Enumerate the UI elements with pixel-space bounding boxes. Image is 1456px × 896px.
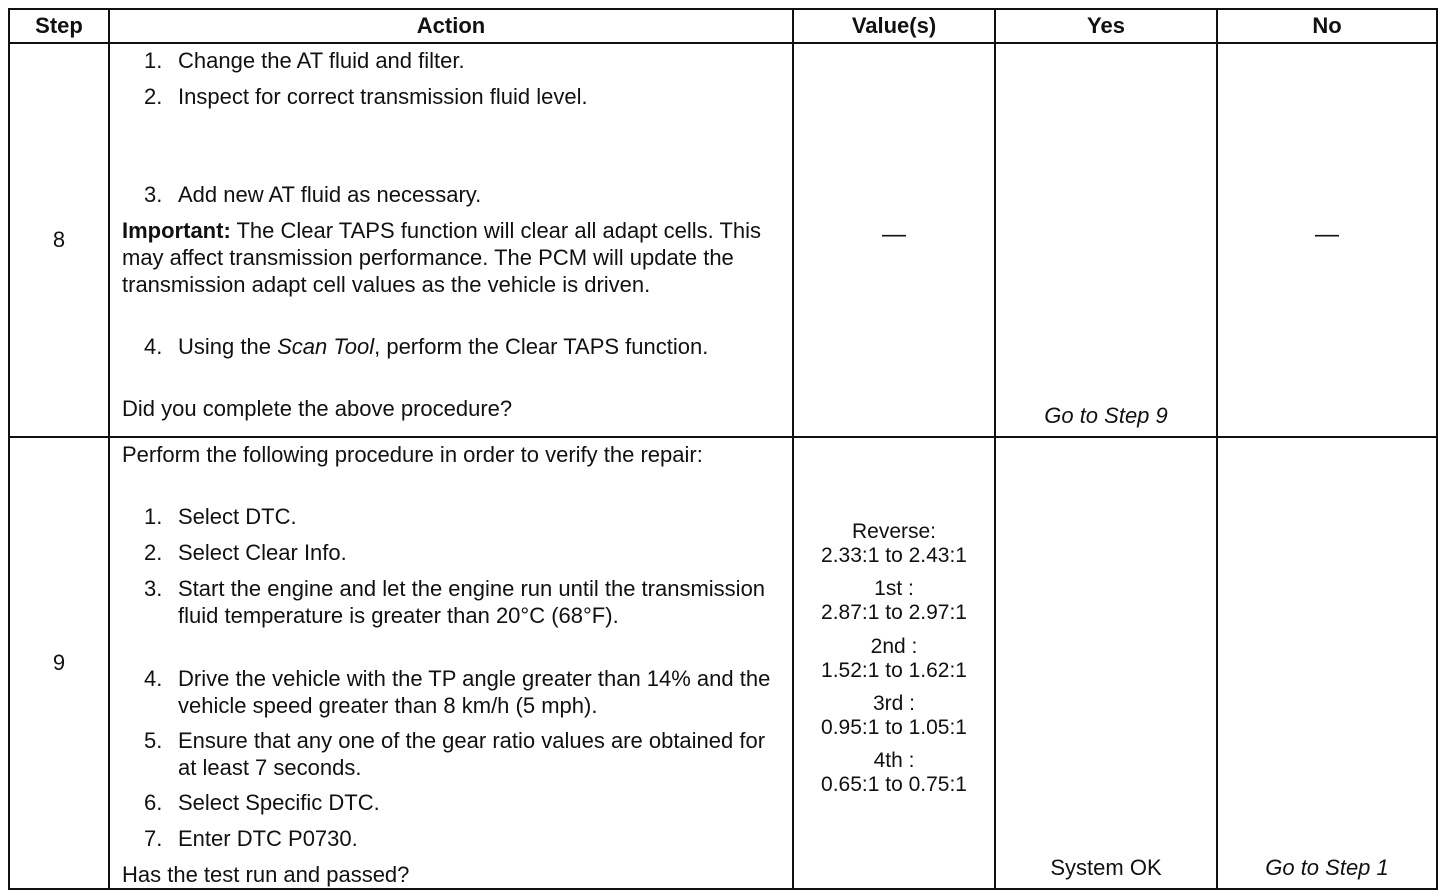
yes-cell: [995, 437, 1217, 889]
gear-ratio-values: [794, 520, 994, 806]
item-text: Select DTC.: [178, 504, 297, 529]
yes-result: System OK: [1050, 855, 1162, 881]
header-row: [9, 9, 1437, 43]
action-intro: Perform the following procedure in order to verify the repair:: [122, 442, 703, 467]
no-cell: [1217, 437, 1437, 889]
gear-label: 4th :: [873, 749, 915, 773]
item-text: Select Clear Info.: [178, 540, 347, 565]
header-step: Step: [9, 9, 109, 43]
action-item: [122, 504, 782, 531]
action-cell: [109, 43, 793, 437]
item-number: 5.: [144, 728, 163, 753]
no-cell: [1217, 43, 1437, 437]
header-yes: Yes: [995, 9, 1217, 43]
values-dash: —: [882, 221, 906, 248]
item-number: 7.: [144, 826, 163, 851]
item-text: Ensure that any one of the gear ratio values are obtained for at least 7 seconds.: [178, 728, 766, 780]
action-cell: [109, 437, 793, 889]
action-item: [122, 84, 782, 111]
item-number: 2.: [144, 540, 163, 565]
header-action: Action: [109, 9, 793, 43]
gear-ratio-item: [794, 577, 994, 625]
table-row: [9, 437, 1437, 889]
item-text-part: , perform the Clear TAPS function.: [374, 334, 709, 359]
action-item: [122, 182, 782, 209]
action-item: [122, 334, 782, 361]
gear-ratio-item: [794, 692, 994, 740]
gear-ratio-item: [794, 749, 994, 797]
item-number: 6.: [144, 790, 163, 815]
yes-result: Go to Step 9: [1044, 403, 1168, 429]
gear-range: 0.65:1 to 0.75:1: [821, 773, 967, 797]
important-label: Important:: [122, 218, 231, 243]
action-item: [122, 540, 782, 567]
diagnostic-table: [8, 8, 1438, 890]
step-number: 8: [9, 43, 109, 437]
gear-label: 2nd :: [870, 634, 918, 658]
action-item: [122, 48, 782, 75]
gear-range: 0.95:1 to 1.05:1: [821, 715, 967, 739]
header-values: Value(s): [793, 9, 995, 43]
item-text: Select Specific DTC.: [178, 790, 380, 815]
scan-tool-term: Scan Tool: [277, 334, 375, 359]
action-question: Has the test run and passed?: [122, 862, 410, 887]
table-row: [9, 43, 1437, 437]
values-cell: [793, 437, 995, 889]
gear-range: 1.52:1 to 1.62:1: [821, 658, 967, 682]
yes-cell: [995, 43, 1217, 437]
item-number: 3.: [144, 182, 163, 207]
item-text: Enter DTC P0730.: [178, 826, 358, 851]
action-item: [122, 728, 782, 782]
item-text: Start the engine and let the engine run until the transmission fluid temperature is greater than 20°C (68°F).: [178, 576, 766, 628]
item-number: 1.: [144, 48, 163, 73]
gear-label: Reverse:: [851, 520, 937, 543]
item-text: [178, 334, 782, 361]
gear-label: 3rd :: [872, 691, 916, 715]
item-text-part: Using the: [178, 334, 278, 359]
important-text: The Clear TAPS function will clear all adapt cells. This may affect transmission performance. The PCM will update the transmission adapt cell values as the vehicle is driven.: [122, 218, 762, 297]
step-number: 9: [9, 437, 109, 889]
item-text: Drive the vehicle with the TP angle greater than 14% and the vehicle speed greater than 8 km/h (5 mph).: [178, 666, 771, 718]
item-text: Add new AT fluid as necessary.: [178, 182, 482, 207]
action-item: [122, 666, 782, 720]
gear-range: 2.87:1 to 2.97:1: [821, 601, 967, 625]
no-result: —: [1315, 221, 1339, 248]
gear-ratio-item: [794, 520, 994, 568]
item-number: 2.: [144, 84, 163, 109]
values-cell: [793, 43, 995, 437]
action-item: [122, 576, 782, 630]
item-number: 4.: [144, 334, 163, 359]
gear-label: 1st :: [874, 577, 914, 601]
no-result: Go to Step 1: [1265, 855, 1389, 881]
gear-range: 2.33:1 to 2.43:1: [821, 544, 967, 568]
action-item: [122, 826, 782, 853]
item-number: 4.: [144, 666, 163, 691]
action-question: Did you complete the above procedure?: [122, 396, 513, 421]
item-number: 1.: [144, 504, 163, 529]
header-no: No: [1217, 9, 1437, 43]
item-text: Inspect for correct transmission fluid level.: [178, 84, 588, 109]
action-item: [122, 790, 782, 817]
item-text: Change the AT fluid and filter.: [178, 48, 465, 73]
important-note: [122, 218, 782, 298]
gear-ratio-item: [794, 635, 994, 683]
item-number: 3.: [144, 576, 163, 601]
